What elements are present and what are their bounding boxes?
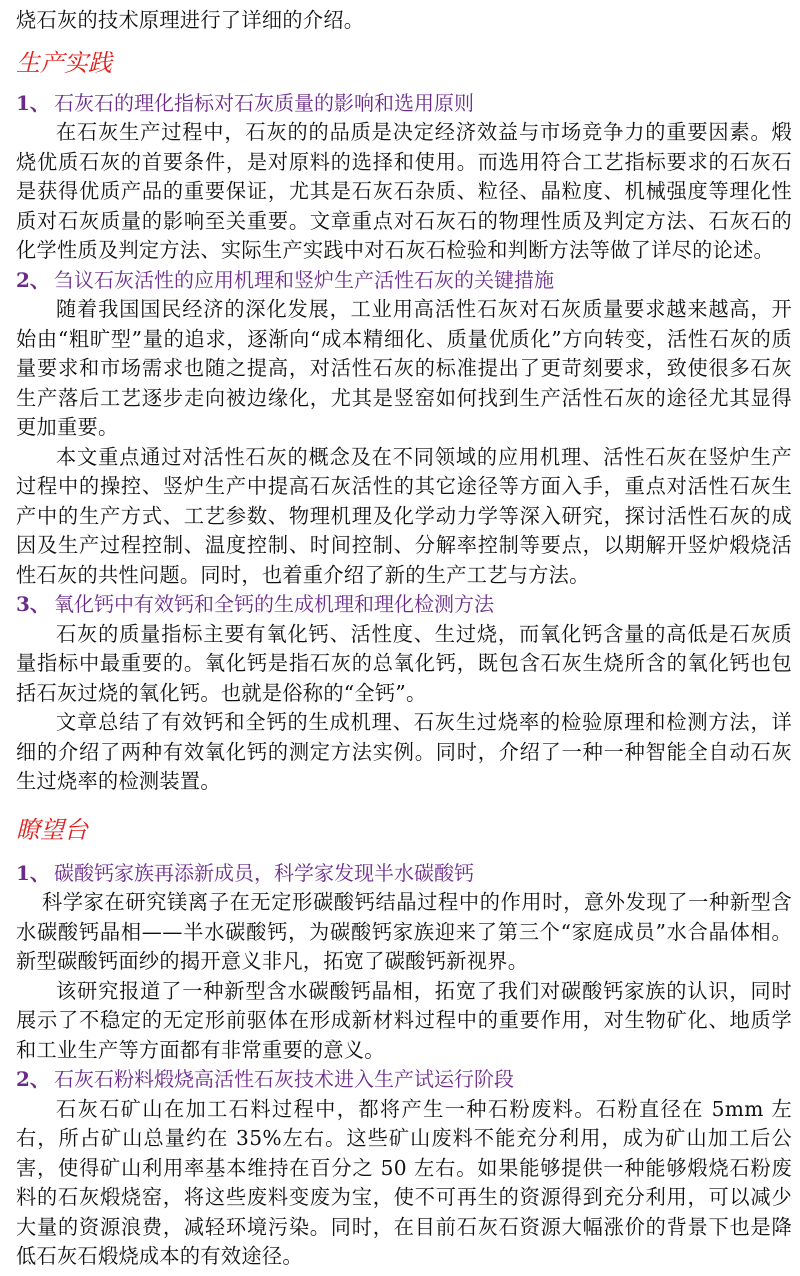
heading-title: 石灰石的理化指标对石灰质量的影响和选用原则: [54, 90, 474, 115]
paragraph-production-3-1: 石灰的质量指标主要有氧化钙、活性度、生过烧，而氧化钙含量的高低是石灰质量指标中最重要的。氧化钙是指石灰的总氧化钙，既包含石灰生烧所含的氧化钙也包括石灰过烧的氧化钙。也就是俗称的“全钙”。: [16, 621, 792, 705]
heading-number: 3、: [16, 592, 50, 616]
heading-outlook-2: [16, 1065, 792, 1095]
paragraph-outlook-2-1: 石灰石矿山在加工石料过程中，都将产生一种石粉废料。石粉直径在 5mm 左右，所占矿山总量约在 35%左右。这些矿山废料不能充分利用，成为矿山加工后公害，使得矿山利用率基本维持在百分之 50 左右。如果能够提供一种能够煅烧石粉废料的石灰煅烧窑，将这些废料变废为宝，使不可再生的资源得到充分利用，可以减少大量的资源浪费，减轻环境污染。同时，在目前石灰石资源大幅涨价的背景下也是降低石灰石煅烧成本的有效途径。: [16, 1096, 792, 1268]
heading-production-2: [16, 266, 792, 296]
paragraph-outlook-1-1: 科学家在研究镁离子在无定形碳酸钙结晶过程中的作用时，意外发现了一种新型含水碳酸钙晶相——半水碳酸钙，为碳酸钙家族迎来了第三个“家庭成员”水合晶体相。新型碳酸钙面纱的揭开意义非凡，拓宽了碳酸钙新视界。: [16, 890, 792, 973]
heading-title: 碳酸钙家族再添新成员，科学家发现半水碳酸钙: [54, 860, 474, 885]
heading-production-3: [16, 590, 792, 620]
paragraph-production-1-1: 在石灰生产过程中，石灰的的品质是决定经济效益与市场竞争力的重要因素。煅烧优质石灰的首要条件，是对原料的选择和使用。而选用符合工艺指标要求的石灰石是获得优质产品的重要保证，尤其是石灰石杂质、粒径、晶粒度、机械强度等理化性质对石灰质量的影响至关重要。文章重点对石灰石的物理性质及判定方法、石灰石的化学性质及判定方法、实际生产实践中对石灰石检验和判断方法等做了详尽的论述。: [16, 120, 792, 262]
heading-number: 2、: [16, 267, 50, 292]
heading-title: 氧化钙中有效钙和全钙的生成机理和理化检测方法: [54, 592, 494, 616]
section-title-outlook: 瞭望台: [16, 815, 88, 844]
paragraph-outlook-1-2: 该研究报道了一种新型含水碳酸钙晶相，拓宽了我们对碳酸钙家族的认识，同时展示了不稳定的无定形前驱体在形成新材料过程中的重要作用，对生物矿化、地质学和工业生产等方面都有非常重要的意义。: [16, 978, 792, 1062]
heading-title: 石灰石粉料煅烧高活性石灰技术进入生产试运行阶段: [54, 1067, 514, 1091]
heading-number: 2、: [16, 1067, 50, 1091]
paragraph-production-3-2: 文章总结了有效钙和全钙的生成机理、石灰生过烧率的检验原理和检测方法，详细的介绍了两种有效氧化钙的测定方法实例。同时，介绍了一种一种智能全自动石灰生过烧率的检测装置。: [16, 710, 792, 793]
paragraph-production-2-2: 本文重点通过对活性石灰的概念及在不同领域的应用机理、活性石灰在竖炉生产过程中的操控、竖炉生产中提高石灰活性的其它途径等方面入手，重点对活性石灰生产中的生产方式、工艺参数、物理机理及化学动力学等深入研究，探讨活性石灰的成因及生产过程控制、温度控制、时间控制、分解率控制等要点，以期解开竖炉煅烧活性石灰的共性问题。同时，也着重介绍了新的生产工艺与方法。: [16, 444, 792, 587]
intro-tail-text: 烧石灰的技术原理进行了详细的介绍。: [16, 8, 365, 32]
heading-outlook-1: [16, 859, 792, 889]
heading-number: 1、: [16, 860, 50, 885]
paragraph-production-2-1: 随着我国国民经济的深化发展，工业用高活性石灰对石灰质量要求越来越高，开始由“粗旷型”量的追求，逐渐向“成本精细化、质量优质化”方向转变，活性石灰的质量要求和市场需求也随之提高，对活性石灰的标准提出了更苛刻要求，致使很多石灰生产落后工艺逐步走向被边缘化，尤其是竖窑如何找到生产活性石灰的途径尤其显得更加重要。: [16, 297, 792, 439]
heading-production-1: [16, 89, 792, 119]
heading-title: 刍议石灰活性的应用机理和竖炉生产活性石灰的关键措施: [54, 267, 554, 292]
article-page: [16, 6, 792, 1272]
section-title-production: 生产实践: [16, 48, 112, 77]
heading-number: 1、: [16, 90, 50, 115]
